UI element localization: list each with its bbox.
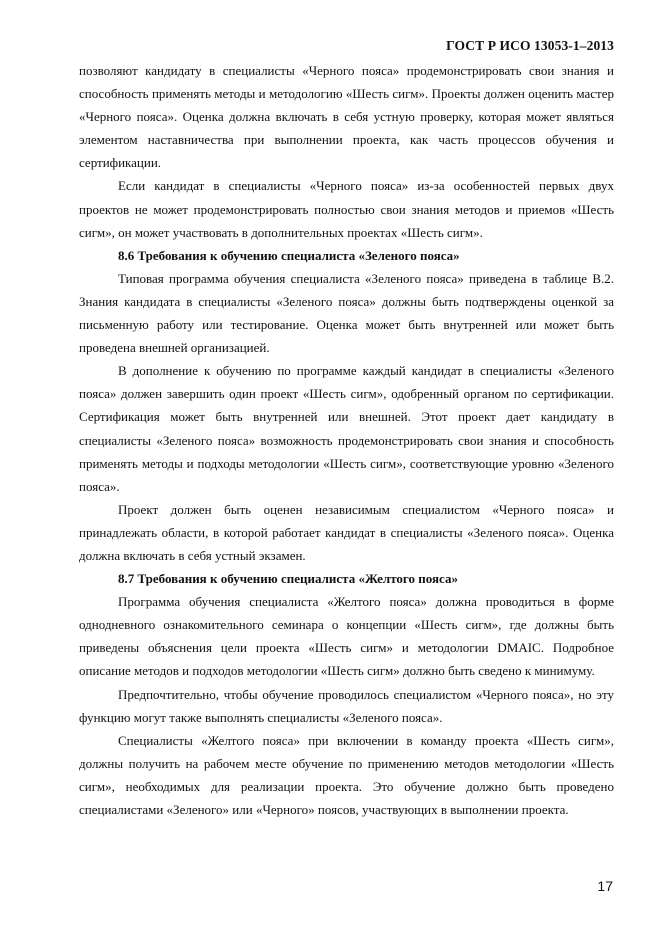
standard-designation: ГОСТ Р ИСО 13053-1–2013 xyxy=(446,38,614,53)
section-heading-8-7: 8.7 Требования к обучению специалиста «Желтого пояса» xyxy=(118,571,458,587)
section-heading-8-6: 8.6 Требования к обучению специалиста «Зеленого пояса» xyxy=(118,247,460,263)
paragraph: Если кандидат в специалисты «Черного пояса» из-за особенностей первых двух проектов не может продемонстрировать полностью свои знания методов и приемов «Шесть сигм», он может участвовать в дополнительных проектах «Шесть сигм». xyxy=(79,178,614,240)
paragraph: Специалисты «Желтого пояса» при включении в команду проекта «Шесть сигм», должны получить на рабочем месте обучение по применению методов методологии «Шесть сигм», необходимых для реализации проекта. Это обучение должно быть проведено специалистами «Зеленого» или «Черного» поясов, участвующих в выполнении проекта. xyxy=(79,732,614,817)
document-body xyxy=(79,59,614,821)
page-number: 17 xyxy=(597,878,613,894)
paragraph: Программа обучения специалиста «Желтого пояса» должна проводиться в форме однодневного ознакомительного семинара о концепции «Шесть сигм», где должны быть приведены объяснения цели проекта «Шесть сигм» и методологии DMAIC. Подробное описание методов и подходов методологии «Шесть сигм» должно быть сведено к минимуму. xyxy=(79,594,614,679)
paragraph: В дополнение к обучению по программе каждый кандидат в специалисты «Зеленого пояса» должен завершить один проект «Шесть сигм», одобренный органом по сертификации. Сертификация может быть внутренней или внешней. Этот проект дает кандидату в специалисты «Зеленого пояса» возможность продемонстрировать свои знания и способность применять методы и подходы методологии «Шесть сигм», соответствующие уровню «Зеленого пояса». xyxy=(79,363,614,494)
paragraph-continuation: позволяют кандидату в специалисты «Черного пояса» продемонстрировать свои знания и способность применять методы и методологию «Шесть сигм». Проекты должен оценить мастер «Черного пояса». Оценка должна включать в себя устную проверку, которая может являться элементом наставничества при выполнении проекта, как часть процессов обучения и сертификации. xyxy=(79,63,614,171)
paragraph: Типовая программа обучения специалиста «Зеленого пояса» приведена в таблице В.2. Знания кандидата в специалисты «Зеленого пояса» должны быть подтверждены оценкой за письменную работу или тестирование. Оценка может быть внутренней или может быть проведена внешней организацией. xyxy=(79,270,614,356)
paragraph: Проект должен быть оценен независимым специалистом «Черного пояса» и принадлежать области, в которой работает кандидат в специалисты «Зеленого пояса». Оценка должна включать в себя устный экзамен. xyxy=(79,501,614,563)
paragraph: Предпочтительно, чтобы обучение проводилось специалистом «Черного пояса», но эту функцию могут также выполнять специалисты «Зеленого пояса». xyxy=(79,686,614,725)
